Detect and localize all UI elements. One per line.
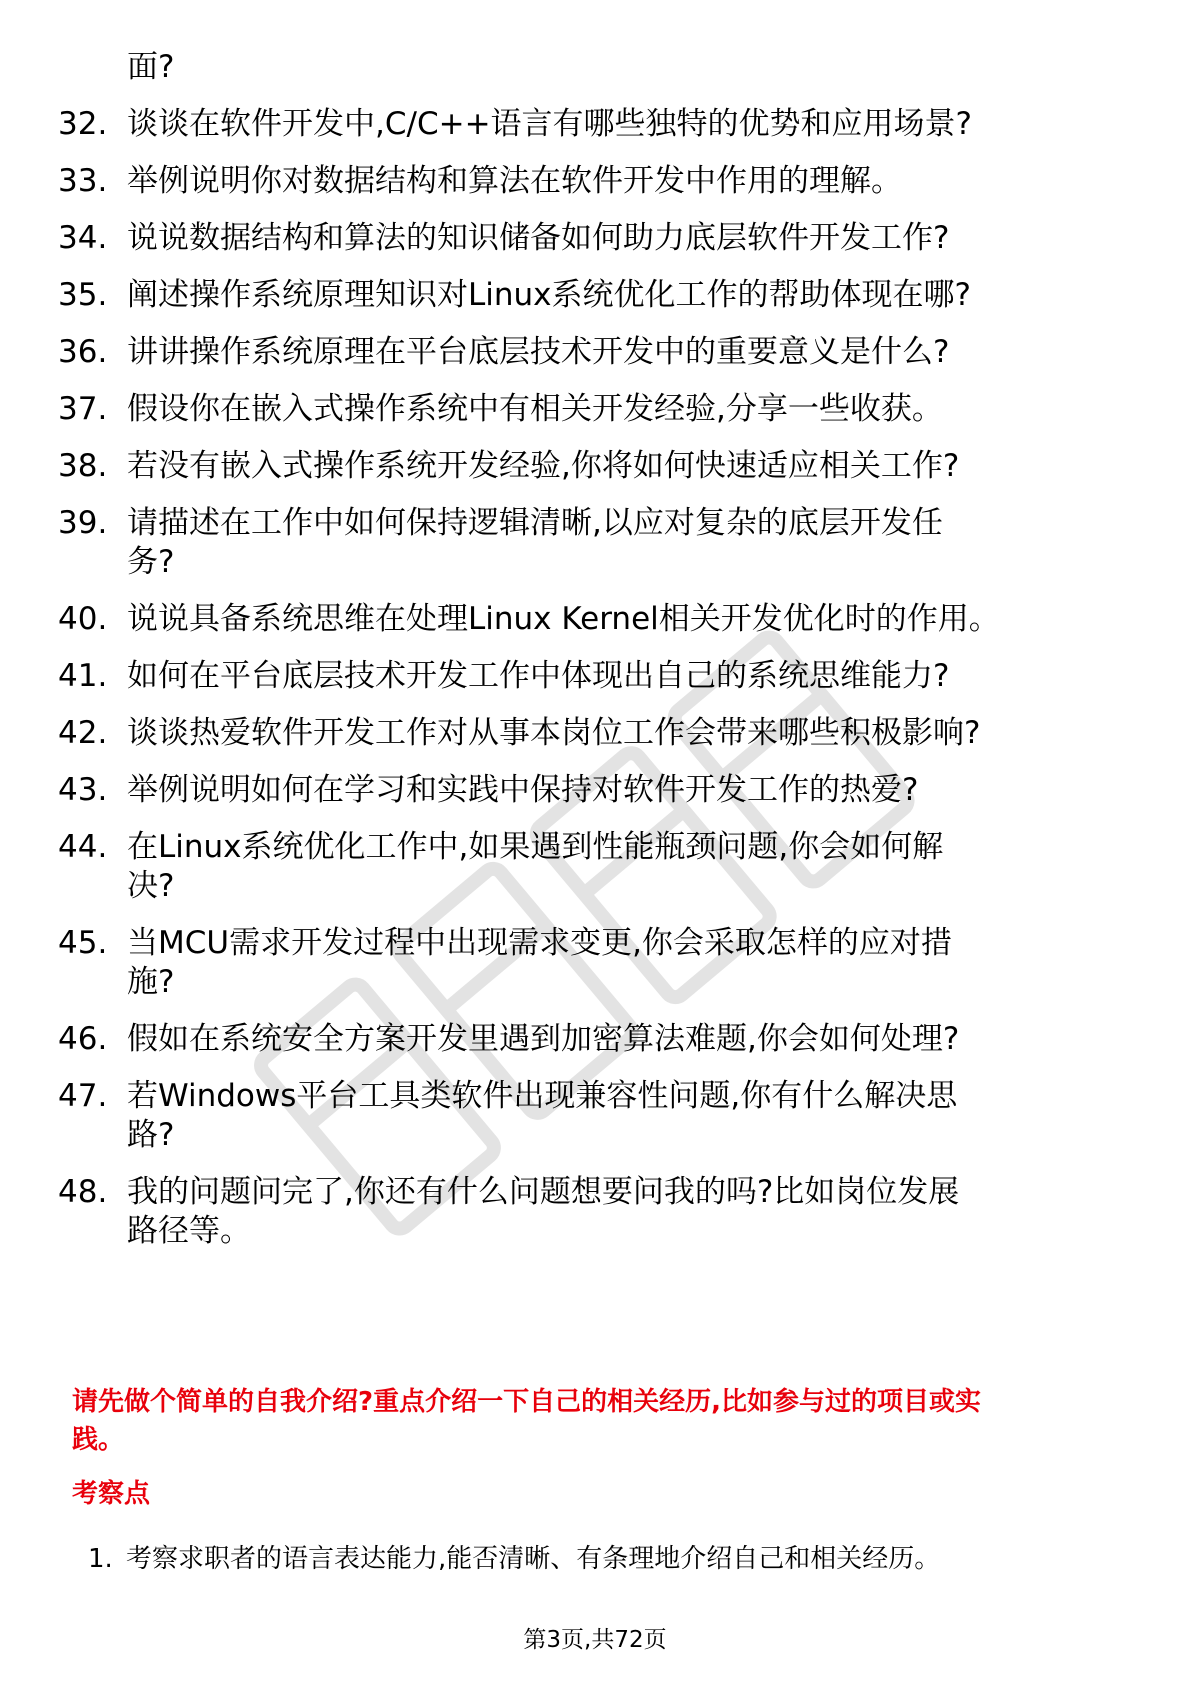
question-number: 40. <box>58 601 108 637</box>
question-number: 33. <box>58 163 108 199</box>
question-text: 谈谈热爱软件开发工作对从事本岗位工作会带来哪些积极影响? <box>127 715 981 751</box>
question-text: 在Linux系统优化工作中,如果遇到性能瓶颈问题,你会如何解 <box>127 829 944 865</box>
question-text: 假设你在嵌入式操作系统中有相关开发经验,分享一些收获。 <box>127 391 943 427</box>
question-number: 37. <box>58 391 108 427</box>
question-text: 举例说明如何在学习和实践中保持对软件开发工作的热爱? <box>127 772 919 808</box>
question-text: 路? <box>127 1117 175 1153</box>
question-text: 举例说明你对数据结构和算法在软件开发中作用的理解。 <box>127 163 902 199</box>
section-title-line: 请先做个简单的自我介绍?重点介绍一下自己的相关经历,比如参与过的项目或实 <box>72 1387 981 1417</box>
question-number: 36. <box>58 334 108 370</box>
section-title <box>72 1383 1132 1459</box>
question-number: 39. <box>58 505 108 541</box>
question-number: 38. <box>58 448 108 484</box>
question-text: 谈谈在软件开发中,C/C++语言有哪些独特的优势和应用场景? <box>127 106 972 142</box>
question-text: 假如在系统安全方案开发里遇到加密算法难题,你会如何处理? <box>127 1021 960 1057</box>
question-number: 35. <box>58 277 108 313</box>
question-text: 当MCU需求开发过程中出现需求变更,你会采取怎样的应对措 <box>127 925 952 961</box>
question-number: 41. <box>58 658 108 694</box>
question-text: 讲讲操作系统原理在平台底层技术开发中的重要意义是什么? <box>127 334 950 370</box>
question-number: 44. <box>58 829 108 865</box>
section-title-line: 践。 <box>72 1425 125 1455</box>
question-number: 43. <box>58 772 108 808</box>
question-text: 请描述在工作中如何保持逻辑清晰,以应对复杂的底层开发任 <box>127 505 943 541</box>
page-footer: 第3页,共72页 <box>523 1627 667 1653</box>
question-number: 34. <box>58 220 108 256</box>
question-number: 46. <box>58 1021 108 1057</box>
question-number: 42. <box>58 715 108 751</box>
question-text: 务? <box>127 544 175 580</box>
sub-heading: 考察点 <box>72 1479 151 1509</box>
question-text: 说说数据结构和算法的知识储备如何助力底层软件开发工作? <box>127 220 950 256</box>
question-text: 若没有嵌入式操作系统开发经验,你将如何快速适应相关工作? <box>127 448 960 484</box>
question-number: 32. <box>58 106 108 142</box>
list-item-number: 1. <box>88 1544 113 1574</box>
question-text: 我的问题问完了,你还有什么问题想要问我的吗?比如岗位发展 <box>127 1174 960 1210</box>
question-text: 如何在平台底层技术开发工作中体现出自己的系统思维能力? <box>127 658 950 694</box>
question-text: 路径等。 <box>127 1213 251 1249</box>
question-number: 47. <box>58 1078 108 1114</box>
question-text: 施? <box>127 964 175 1000</box>
question-number: 45. <box>58 925 108 961</box>
question-text: 说说具备系统思维在处理Linux Kernel相关开发优化时的作用。 <box>127 601 1000 637</box>
question-text: 阐述操作系统原理知识对Linux系统优化工作的帮助体现在哪? <box>127 277 971 313</box>
question-text: 决? <box>127 868 175 904</box>
question-text: 面? <box>127 49 175 85</box>
list-item-text: 考察求职者的语言表达能力,能否清晰、有条理地介绍自己和相关经历。 <box>126 1544 941 1574</box>
question-number: 48. <box>58 1174 108 1210</box>
question-text: 若Windows平台工具类软件出现兼容性问题,你有什么解决思 <box>127 1078 958 1114</box>
